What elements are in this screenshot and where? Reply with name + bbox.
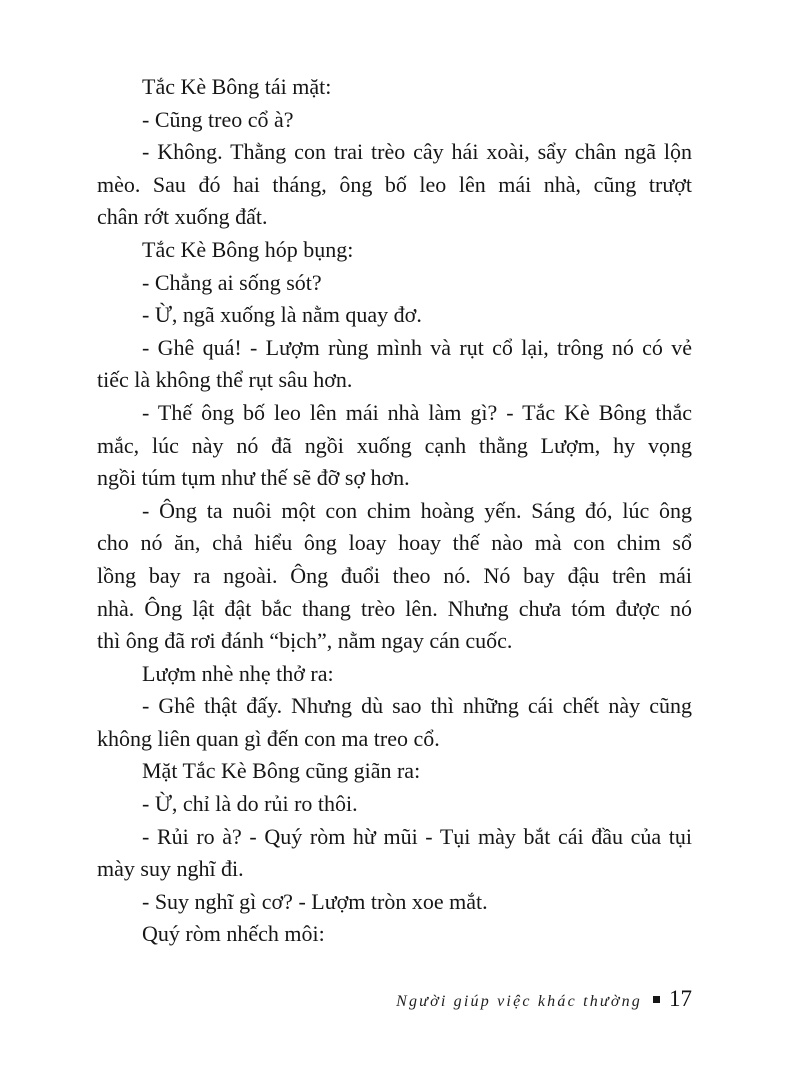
running-title: Người giúp việc khác thường	[396, 993, 642, 1010]
text-line: - Ghê thật đấy. Nhưng dù sao thì những cái chết này cũng	[142, 693, 692, 719]
text-line: Quý ròm nhếch môi:	[142, 921, 325, 947]
text-line: chân rớt xuống đất.	[97, 204, 268, 230]
text-line: - Ừ, chỉ là do rủi ro thôi.	[142, 791, 358, 817]
text-line: cho nó ăn, chả hiểu ông loay hoay thế nào mà con chim sổ	[97, 530, 692, 556]
text-line: Tắc Kè Bông tái mặt:	[142, 74, 332, 99]
text-line: - Rủi ro à? - Quý ròm hừ mũi - Tụi mày bắt cái đầu của tụi	[142, 823, 692, 849]
body-text	[97, 71, 692, 951]
page-number: 17	[669, 986, 692, 1011]
text-line: tiếc là không thể rụt sâu hơn.	[97, 367, 353, 393]
text-line: Tắc Kè Bông hóp bụng:	[142, 236, 354, 262]
text-line: - Suy nghĩ gì cơ? - Lượm tròn xoe mắt.	[142, 888, 488, 914]
square-bullet-icon	[653, 996, 660, 1003]
text-line: - Ghê quá! - Lượm rùng mình và rụt cổ lại, trông nó có vẻ	[142, 334, 692, 360]
text-line: mày suy nghĩ đi.	[97, 856, 244, 882]
text-line: Lượm nhè nhẹ thở ra:	[142, 660, 334, 686]
page-footer	[396, 986, 692, 1012]
text-line: lồng bay ra ngoài. Ông đuổi theo nó. Nó bay đậu trên mái	[97, 562, 692, 588]
text-line: không liên quan gì đến con ma treo cổ.	[97, 725, 440, 751]
text-line: ngồi túm tụm như thế sẽ đỡ sợ hơn.	[97, 465, 410, 491]
text-line: mắc, lúc này nó đã ngồi xuống cạnh thằng Lượm, hy vọng	[97, 432, 692, 458]
text-line: - Không. Thằng con trai trèo cây hái xoài, sẩy chân ngã lộn	[142, 139, 692, 165]
text-line: - Ừ, ngã xuống là nằm quay đơ.	[142, 302, 422, 328]
text-line: - Chẳng ai sống sót?	[142, 269, 322, 295]
text-line: - Thế ông bố leo lên mái nhà làm gì? - Tắc Kè Bông thắc	[142, 399, 692, 425]
text-line: Mặt Tắc Kè Bông cũng giãn ra:	[142, 758, 421, 784]
text-line: nhà. Ông lật đật bắc thang trèo lên. Nhưng chưa tóm được nó	[97, 595, 692, 621]
text-line: mèo. Sau đó hai tháng, ông bố leo lên mái nhà, cũng trượt	[97, 171, 692, 197]
text-line: - Ông ta nuôi một con chim hoàng yến. Sáng đó, lúc ông	[142, 497, 692, 523]
text-line: thì ông đã rơi đánh “bịch”, nằm ngay cán cuốc.	[97, 628, 513, 654]
text-line: - Cũng treo cổ à?	[142, 106, 294, 132]
